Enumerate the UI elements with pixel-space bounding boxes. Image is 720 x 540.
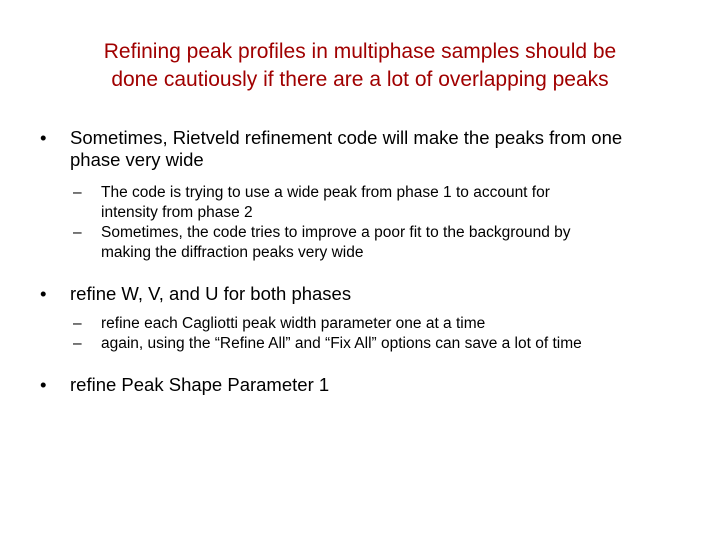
bullet-marker: • bbox=[40, 374, 47, 395]
sub-bullet-text bbox=[101, 334, 690, 354]
sub-bullet-text bbox=[101, 183, 690, 223]
sub-bullet-1-2-line-1: Sometimes, the code tries to improve a poor fit to the background by bbox=[101, 224, 571, 241]
bullet-1-line-2: phase very wide bbox=[70, 149, 204, 170]
sub-bullet-marker: – bbox=[73, 184, 82, 201]
sub-bullet-2-1 bbox=[40, 314, 690, 334]
sub-bullet-1-1-line-2: intensity from phase 2 bbox=[101, 204, 253, 221]
bullet-text bbox=[70, 374, 690, 396]
sub-bullet-1-1-line-1: The code is trying to use a wide peak from phase 1 to account for bbox=[101, 184, 550, 201]
bullet-marker: • bbox=[40, 283, 47, 304]
bullet-item-1 bbox=[40, 127, 690, 171]
sub-bullet-2-2-line-1: again, using the “Refine All” and “Fix All” options can save a lot of time bbox=[101, 335, 582, 352]
bullet-2-line-1: refine W, V, and U for both phases bbox=[70, 283, 352, 304]
sub-bullet-marker: – bbox=[73, 315, 82, 332]
slide-title bbox=[40, 38, 680, 94]
bullet-3-line-1: refine Peak Shape Parameter 1 bbox=[70, 374, 330, 395]
bullet-text bbox=[70, 127, 690, 171]
sub-bullet-1-2-line-2: making the diffraction peaks very wide bbox=[101, 244, 364, 261]
sub-bullet-text bbox=[101, 314, 690, 334]
bullet-marker: • bbox=[40, 127, 47, 148]
sub-bullet-list-2 bbox=[40, 314, 690, 354]
sub-bullet-marker: – bbox=[73, 224, 82, 241]
bullet-text bbox=[70, 283, 690, 305]
sub-bullet-1-1 bbox=[40, 183, 690, 223]
sub-bullet-list-1 bbox=[40, 183, 690, 263]
bullet-item-3 bbox=[40, 374, 690, 396]
slide-title-line-1: Refining peak profiles in multiphase samples should be bbox=[103, 40, 617, 63]
sub-bullet-2-2 bbox=[40, 334, 690, 354]
sub-bullet-text bbox=[101, 223, 690, 263]
slide-title-line-2: done cautiously if there are a lot of overlapping peaks bbox=[111, 68, 609, 91]
sub-bullet-marker: – bbox=[73, 335, 82, 352]
bullet-item-2 bbox=[40, 283, 690, 305]
sub-bullet-1-2 bbox=[40, 223, 690, 263]
bullet-list bbox=[40, 127, 690, 396]
sub-bullet-2-1-line-1: refine each Cagliotti peak width parameter one at a time bbox=[101, 315, 486, 332]
bullet-1-line-1: Sometimes, Rietveld refinement code will make the peaks from one bbox=[70, 127, 623, 148]
